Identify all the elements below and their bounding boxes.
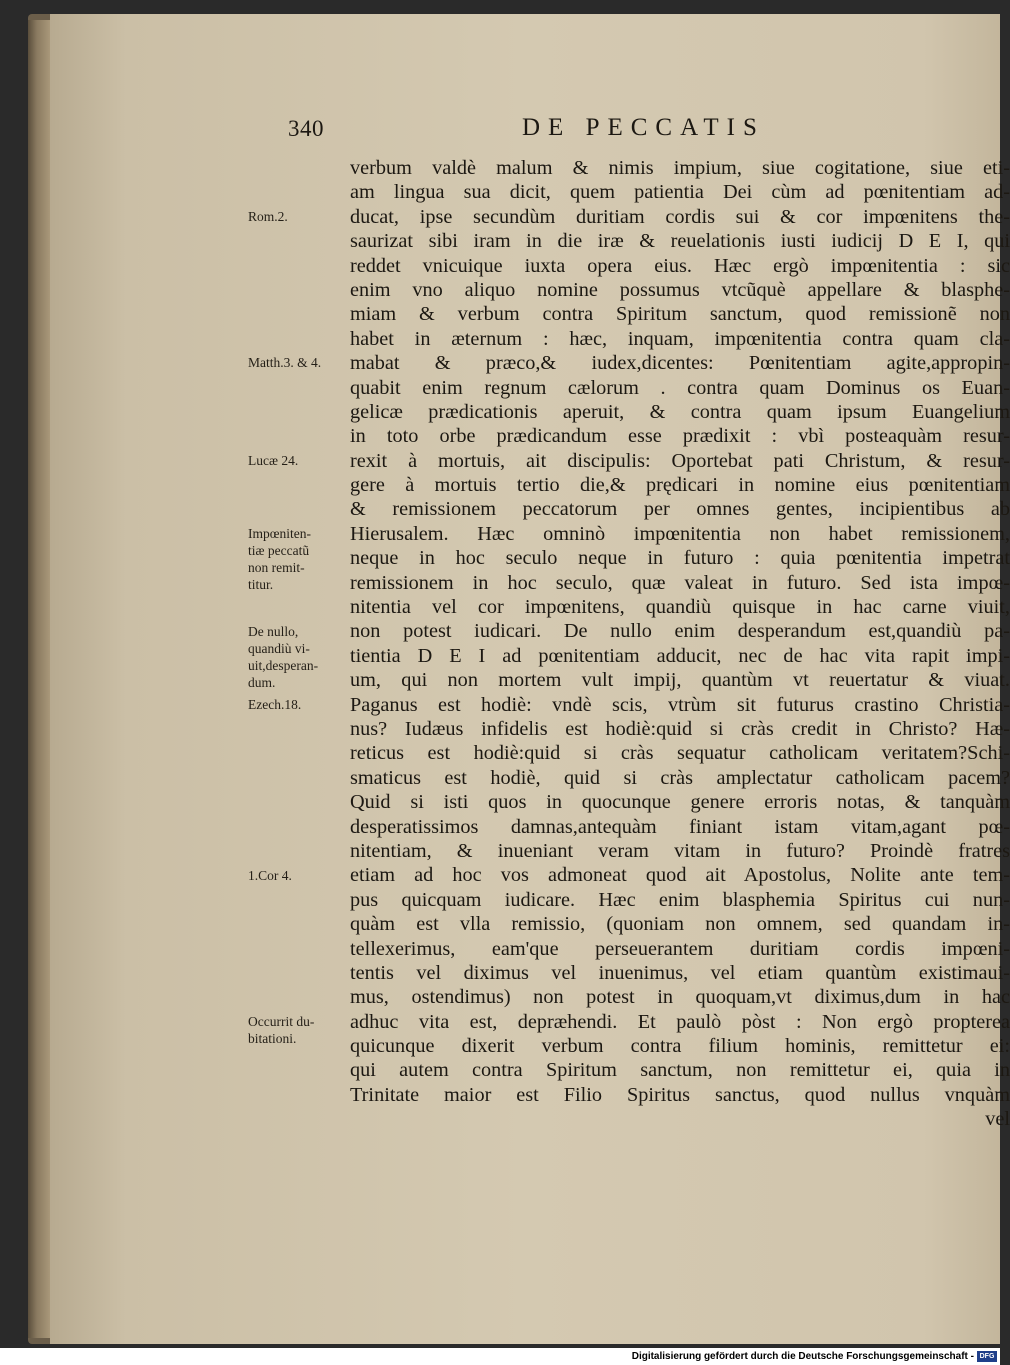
text-line: verbum valdè malum & nimis impium, siue cogitatione, siue eti- <box>350 157 1010 179</box>
marginal-note <box>248 1013 344 1047</box>
text-line: vel <box>985 1108 1010 1131</box>
text-line: mabat & præco,& iudex,dicentes: Pœnitentiam agite,appropin- <box>350 352 1010 375</box>
text-line: mus, ostendimus) non potest in quoquam,vt diximus,dum in hac <box>350 986 1010 1009</box>
marginal-note-line: Ezech.18. <box>248 696 302 712</box>
page-edge <box>28 20 50 1338</box>
marginal-note-line: Impœniten- <box>248 526 311 541</box>
text-line: non potest iudicari. De nullo enim desperandum est,quandiù pa- <box>350 620 1010 643</box>
running-head: DE PECCATIS <box>522 114 765 141</box>
text-line: Trinitate maior est Filio Spiritus sanctus, quod nullus vnquàm <box>350 1083 1010 1106</box>
text-line: in toto orbe prædicandum esse prædixit : vbì posteaquàm resur- <box>350 425 1010 448</box>
text-line: am lingua sua dicit, quem patientia Dei cùm ad pœnitentiam ad- <box>350 181 1010 204</box>
text-line: qui autem contra Spiritum sanctum, non remittetur ei, quia in <box>350 1059 1010 1082</box>
text-line: gelicæ prædicationis aperuit, & contra quam ipsum Euangelium <box>350 400 1010 423</box>
text-line: pus quicquam iudicare. Hæc enim blasphemia Spiritus cui nun- <box>350 888 1010 911</box>
text-line: nus? Iudæus infidelis est hodiè:quid si cràs credit in Christo? Hæ- <box>350 717 1010 740</box>
text-line: gere à mortuis tertio die,& prędicari in nomine eius pœnitentiam <box>350 474 1010 497</box>
text-line: ducat, ipse secundùm duritiam cordis sui & cor impœnitens the- <box>350 205 1010 228</box>
book-scan <box>28 14 1010 1344</box>
text-line: etiam ad hoc vos admoneat quod ait Apostolus, Nolite ante tem- <box>350 864 1010 887</box>
text-line: nitentiam, & inueniant veram vitam in futuro? Proindè fratres <box>350 839 1010 862</box>
dfg-logo-icon: DFG <box>977 1351 997 1362</box>
text-line: quabit enim regnum cælorum . contra quam Dominus os Euan- <box>350 376 1010 399</box>
text-line: reticus est hodiè:quid si cràs sequatur catholicam veritatem?Schi- <box>350 742 1010 765</box>
text-line: neque in hoc seculo neque in futuro : quia pœnitentia impetrat <box>350 547 1010 570</box>
book-page <box>50 14 1010 1344</box>
marginal-note <box>248 525 344 593</box>
marginal-note-line: non remit- <box>248 560 305 575</box>
marginal-note-line: tiæ peccatũ <box>248 543 310 558</box>
text-line: um, qui non mortem vult impij, quantùm vt reuertatur & viuat. <box>350 669 1010 692</box>
marginal-note-line: uit,desperan- <box>248 657 319 673</box>
footer-bar <box>0 1348 1000 1365</box>
text-line: rexit à mortuis, ait discipulis: Oportebat pati Christum, & resur- <box>350 449 1010 472</box>
text-line: Hierusalem. Hæc omninò impœnitentia non habet remissionem, <box>350 522 1010 545</box>
text-line: quàm est vlla remissio, (quoniam non omnem, sed quandam in- <box>350 913 1010 936</box>
marginal-note <box>248 452 344 469</box>
text-line: tientia D E I ad pœnitentiam adducit, nec de hac vita rapit impi- <box>350 644 1010 667</box>
marginal-note-line: quandiù vi- <box>248 640 310 656</box>
text-line: remissionem in hoc seculo, quæ valeat in futuro. Sed ista impœ- <box>350 571 1010 594</box>
marginal-note-line: bitationi. <box>248 1031 297 1046</box>
marginal-note <box>248 208 344 225</box>
body-text <box>350 156 1010 1132</box>
text-line: desperatissimos damnas,antequàm finiant istam vitam,agant pœ- <box>350 815 1010 838</box>
marginal-note <box>248 354 344 371</box>
text-line: miam & verbum contra Spiritum sanctum, quod remissionẽ non <box>350 303 1010 326</box>
marginal-note-line: Matth.3. & 4. <box>248 355 322 371</box>
marginal-note-line: Lucæ 24. <box>248 452 299 468</box>
funding-notice: Digitalisierung gefördert durch die Deutsche Forschungsgemeinschaft - <box>631 1351 974 1362</box>
text-line: tellexerimus, eam'que perseuerantem duritiam cordis impœni- <box>350 937 1010 960</box>
text-line: tentis vel diximus vel inuenimus, vel etiam quantùm existimaui- <box>350 961 1010 984</box>
marginal-note <box>248 623 344 691</box>
text-line: saurizat sibi iram in die iræ & reuelationis iusti iudicij D E I, qui <box>350 230 1010 253</box>
marginal-note <box>248 696 344 713</box>
text-line: smaticus est hodiè, quid si cràs amplectatur catholicam pacem? <box>350 766 1010 789</box>
marginal-note <box>248 867 344 884</box>
marginal-note-line: 1.Cor 4. <box>248 867 292 883</box>
marginal-note-line: titur. <box>248 577 274 592</box>
text-line: & remissionem peccatorum per omnes gentes, incipientibus ab <box>350 498 1010 521</box>
page-number: 340 <box>288 116 324 141</box>
text-line: Paganus est hodiè: vndè scis, vtrùm sit futurus crastino Christia- <box>350 693 1010 716</box>
marginal-note-line: De nullo, <box>248 623 299 639</box>
text-line: adhuc vita est, depræhendi. Et paulò pòst : Non ergò propterea <box>350 1010 1010 1033</box>
marginal-note-line: dum. <box>248 674 276 690</box>
text-line: nitentia vel cor impœnitens, quandiù quisque in hac carne viuit, <box>350 596 1010 619</box>
page-header <box>288 114 868 150</box>
text-line: quicunque dixerit verbum contra filium hominis, remittetur ei: <box>350 1035 1010 1058</box>
text-line: enim vno aliquo nomine possumus vtcũquè appellare & blasphe- <box>350 278 1010 301</box>
text-line: Quid si isti quos in quocunque genere erroris notas, & tanquàm <box>350 791 1010 814</box>
text-line: reddet vnicuique iuxta opera eius. Hæc ergò impœnitentia : sic <box>350 254 1010 277</box>
text-line: habet in æternum : hæc, inquam, impœnitentia contra quam cla- <box>350 327 1010 350</box>
marginal-note-line: Rom.2. <box>248 208 288 224</box>
marginal-note-line: Occurrit du- <box>248 1014 315 1029</box>
